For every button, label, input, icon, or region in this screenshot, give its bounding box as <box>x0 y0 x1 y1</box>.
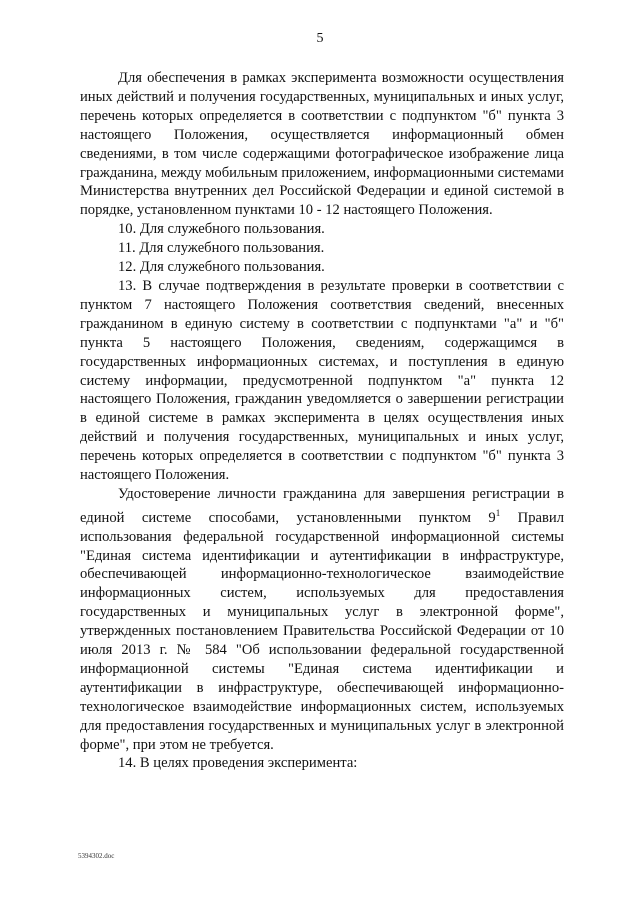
paragraph-item-14: 14. В целях проведения эксперимента: <box>118 755 358 772</box>
document-body <box>80 69 564 773</box>
paragraph-item-13: 13. В случае подтверждения в результате проверки в соответствии с пунктом 7 настоящего Положения соответствия сведений, внесенных гражданином в единую систему в соответствии с подпунктами "а" и "б" пункта 5 настоящего Положения, сведениям, содержащимся в государственных информационных системах, и поступления в единую систему информации, предусмотренной подпунктом "а" пункта 12 настоящего Положения, гражданин уведомляется о завершении регистрации в единой системе в рамках эксперимента в целях осуществления иных действий и получения государственных, муниципальных и иных услуг, перечень которых определяется в соответствии с подпунктом "б" пункта 3 настоящего Положения. <box>80 277 564 484</box>
paragraph-item-11: 11. Для служебного пользования. <box>118 240 325 257</box>
paragraph-item-10: 10. Для служебного пользования. <box>118 221 325 238</box>
paragraph-identity-verification <box>80 485 564 755</box>
paragraph-item-12: 12. Для служебного пользования. <box>118 259 325 276</box>
footnote-superscript: 1 <box>495 507 501 518</box>
identity-text-start: Удостоверение личности гражданина для завершения регистрации в единой системе способами, установленными пунктом 9 <box>80 485 564 526</box>
footer-file-code: 5394302.doc <box>78 852 115 860</box>
page-number: 5 <box>316 31 324 46</box>
paragraph-information-exchange: Для обеспечения в рамках эксперимента возможности осуществления иных действий и получения государственных, муниципальных и иных услуг, перечень которых определяется в соответствии с подпунктом "б" пункта 3 настоящего Положения, осуществляется информационный обмен сведениями, в том числе содержащими фотографическое изображение лица гражданина, между мобильным приложением, информационными системами Министерства внутренних дел Российской Федерации и единой системой в порядке, установленном пунктами 10 - 12 настоящего Положения. <box>80 70 564 219</box>
identity-text-end: Правил использования федеральной государственной информационной системы "Единая система идентификации и аутентификации в инфраструктуре, обеспечивающей информационно-технологическое взаимодействие информационных систем, используемых для предоставления государственных и муниципальных услуг в электронной форме", утвержденных постановлением Правительства Российской Федерации от 10 июля 2013 г. № 584 "Об использовании федеральной государственной информационной системы "Единая система идентификации и аутентификации в инфраструктуре, обеспечивающей информационно-технологическое взаимодействие информационных систем, используемых для предоставления государственных и муниципальных услуг в электронной форме", при этом не требуется. <box>80 509 564 753</box>
